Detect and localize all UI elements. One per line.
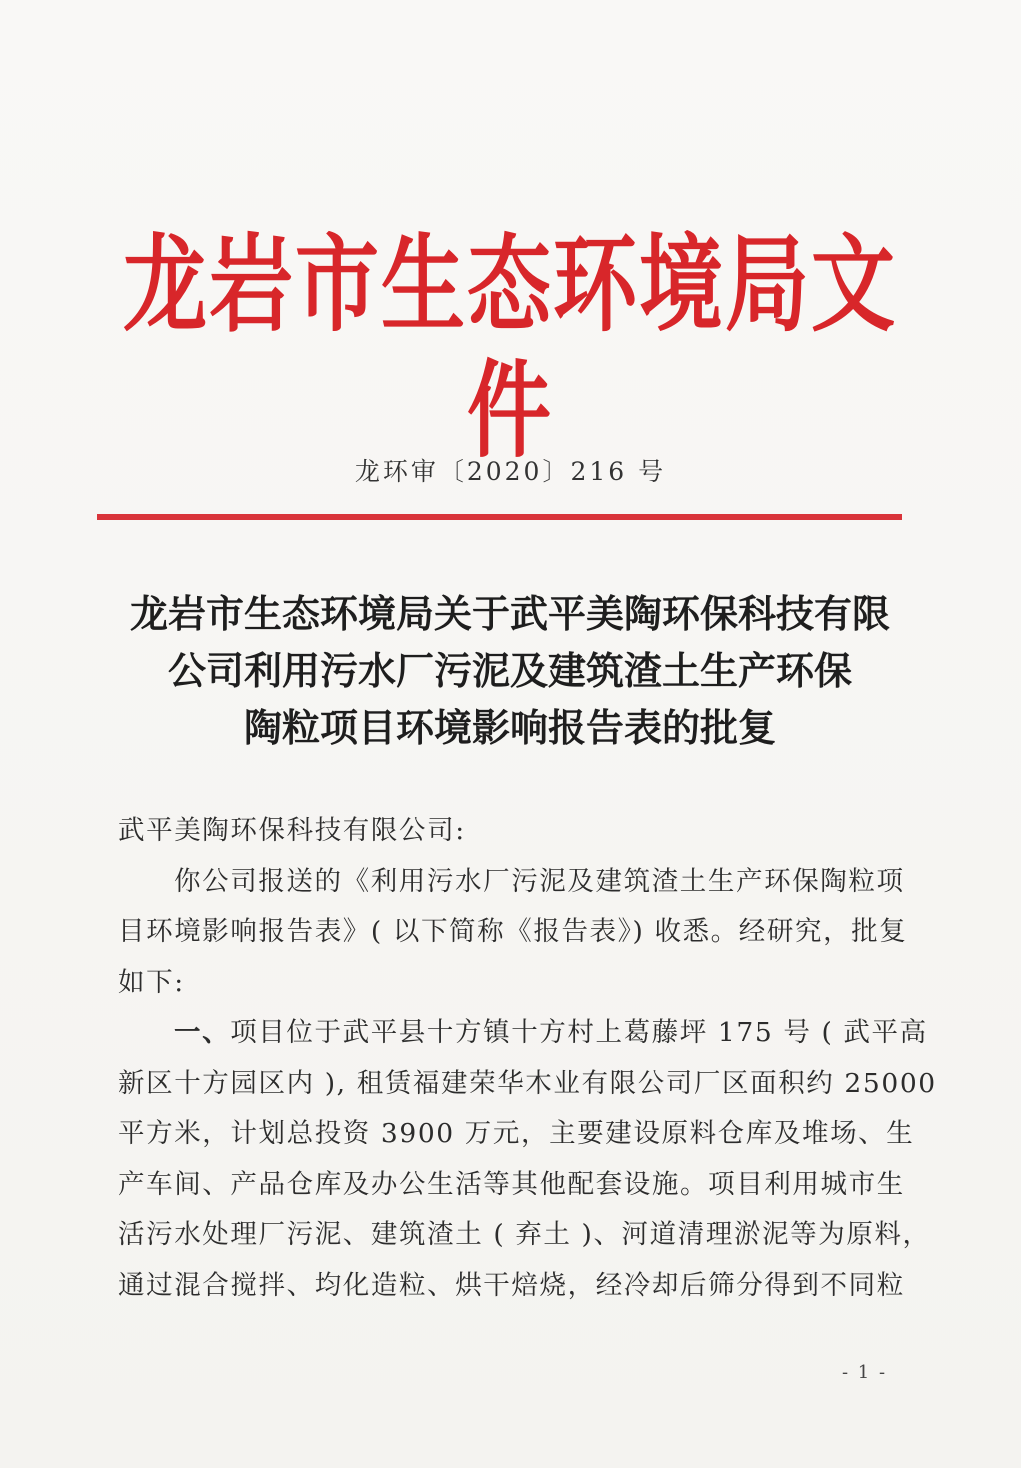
paragraph-line: 产车间、产品仓库及办公生活等其他配套设施。项目利用城市生 <box>118 1168 905 1200</box>
paragraph-line: 你公司报送的《利用污水厂污泥及建筑渣土生产环保陶粒项 <box>174 865 905 897</box>
paragraph-line: 新区十方园区内 ), 租赁福建荣华木业有限公司厂区面积约 25000 <box>118 1067 937 1099</box>
document-body <box>118 806 937 1311</box>
paragraph-line: 活污水处理厂污泥、建筑渣土 ( 弃土 )、河道清理淤泥等为原料， <box>118 1219 931 1250</box>
salutation: 武平美陶环保科技有限公司: <box>118 815 466 846</box>
paragraph-text: 项目位于武平县十方镇十方村上葛藤坪 175 号 ( 武平高 <box>230 1017 928 1048</box>
document-number: 龙环审〔2020〕216 号 <box>354 457 667 486</box>
title-line: 陶粒项目环境影响报告表的批复 <box>243 705 776 750</box>
document-title <box>110 585 910 756</box>
paragraph-line <box>118 1008 928 1059</box>
paragraph-line: 目环境影响报告表》( 以下简称《报告表》) 收悉。经研究，批复 <box>118 916 908 947</box>
paragraph-line: 如下: <box>118 966 185 998</box>
title-line: 龙岩市生态环境局关于武平美陶环保科技有限 <box>129 591 890 636</box>
section-marker: 一、 <box>174 1017 231 1048</box>
paragraph-line: 平方米，计划总投资 3900 万元，主要建设原料仓库及堆场、生 <box>118 1118 915 1149</box>
issuer-header: 龙岩市生态环境局文件 <box>122 222 897 472</box>
page-number: - 1 - <box>842 1362 888 1383</box>
red-divider-line <box>97 514 902 520</box>
paragraph-line: 通过混合搅拌、均化造粒、烘干焙烧，经冷却后筛分得到不同粒 <box>118 1269 905 1301</box>
title-line: 公司利用污水厂污泥及建筑渣土生产环保 <box>167 648 852 693</box>
